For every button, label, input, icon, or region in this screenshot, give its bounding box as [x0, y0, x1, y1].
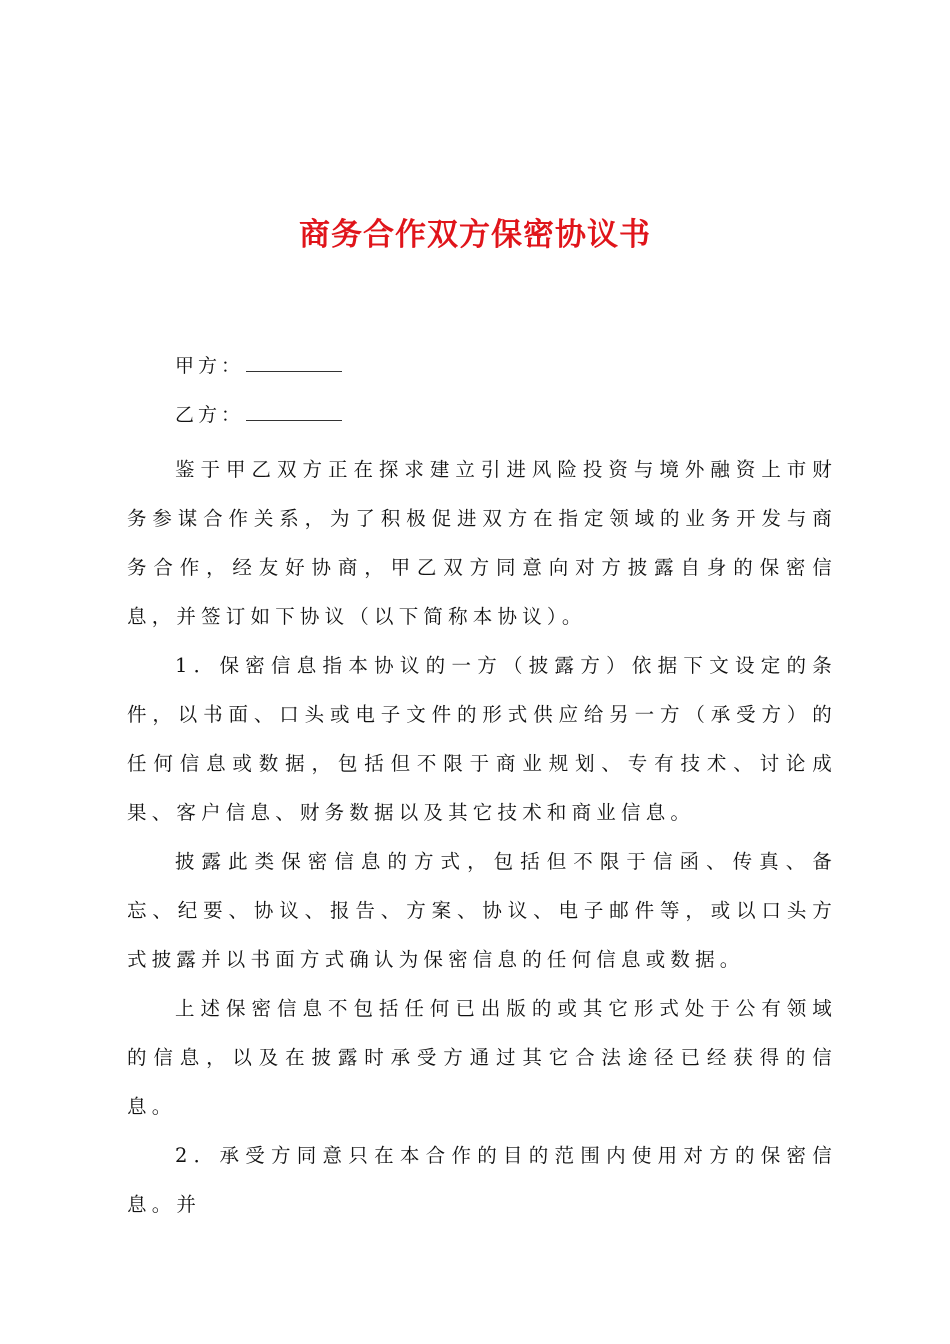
paragraph-clause-1: 1．保密信息指本协议的一方（披露方）依据下文设定的条件，以书面、口头或电子文件的形式供应给另一方（承受方）的任何信息或数据，包括但不限于商业规划、专有技术、讨论成果、客户信息、财务数据以及其它技术和商业信息。 — [127, 654, 837, 824]
paragraph-disclosure-methods: 披露此类保密信息的方式，包括但不限于信函、传真、备忘、纪要、协议、报告、方案、协议、电子邮件等，或以口头方式披露并以书面方式确认为保密信息的任何信息或数据。 — [127, 850, 837, 971]
paragraph-preamble: 鉴于甲乙双方正在探求建立引进风险投资与境外融资上市财务参谋合作关系，为了积极促进双方在指定领域的业务开发与商务合作，经友好协商，甲乙双方同意向对方披露自身的保密信息，并签订如下协议（以下简称本协议）。 — [127, 458, 837, 628]
document-body — [127, 445, 837, 1229]
paragraph-exclusions: 上述保密信息不包括任何已出版的或其它形式处于公有领域的信息，以及在披露时承受方通过其它合法途径已经获得的信息。 — [127, 997, 837, 1118]
party-b-label: 乙方： — [175, 404, 245, 426]
party-b-blank — [246, 402, 342, 421]
party-b-line — [175, 401, 342, 429]
paragraph-clause-2: 2．承受方同意只在本合作的目的范围内使用对方的保密信息。并 — [127, 1144, 837, 1216]
party-a-line — [175, 352, 342, 380]
party-a-label: 甲方： — [175, 355, 245, 377]
party-a-blank — [246, 353, 342, 372]
document-title: 商务合作双方保密协议书 — [299, 217, 651, 253]
